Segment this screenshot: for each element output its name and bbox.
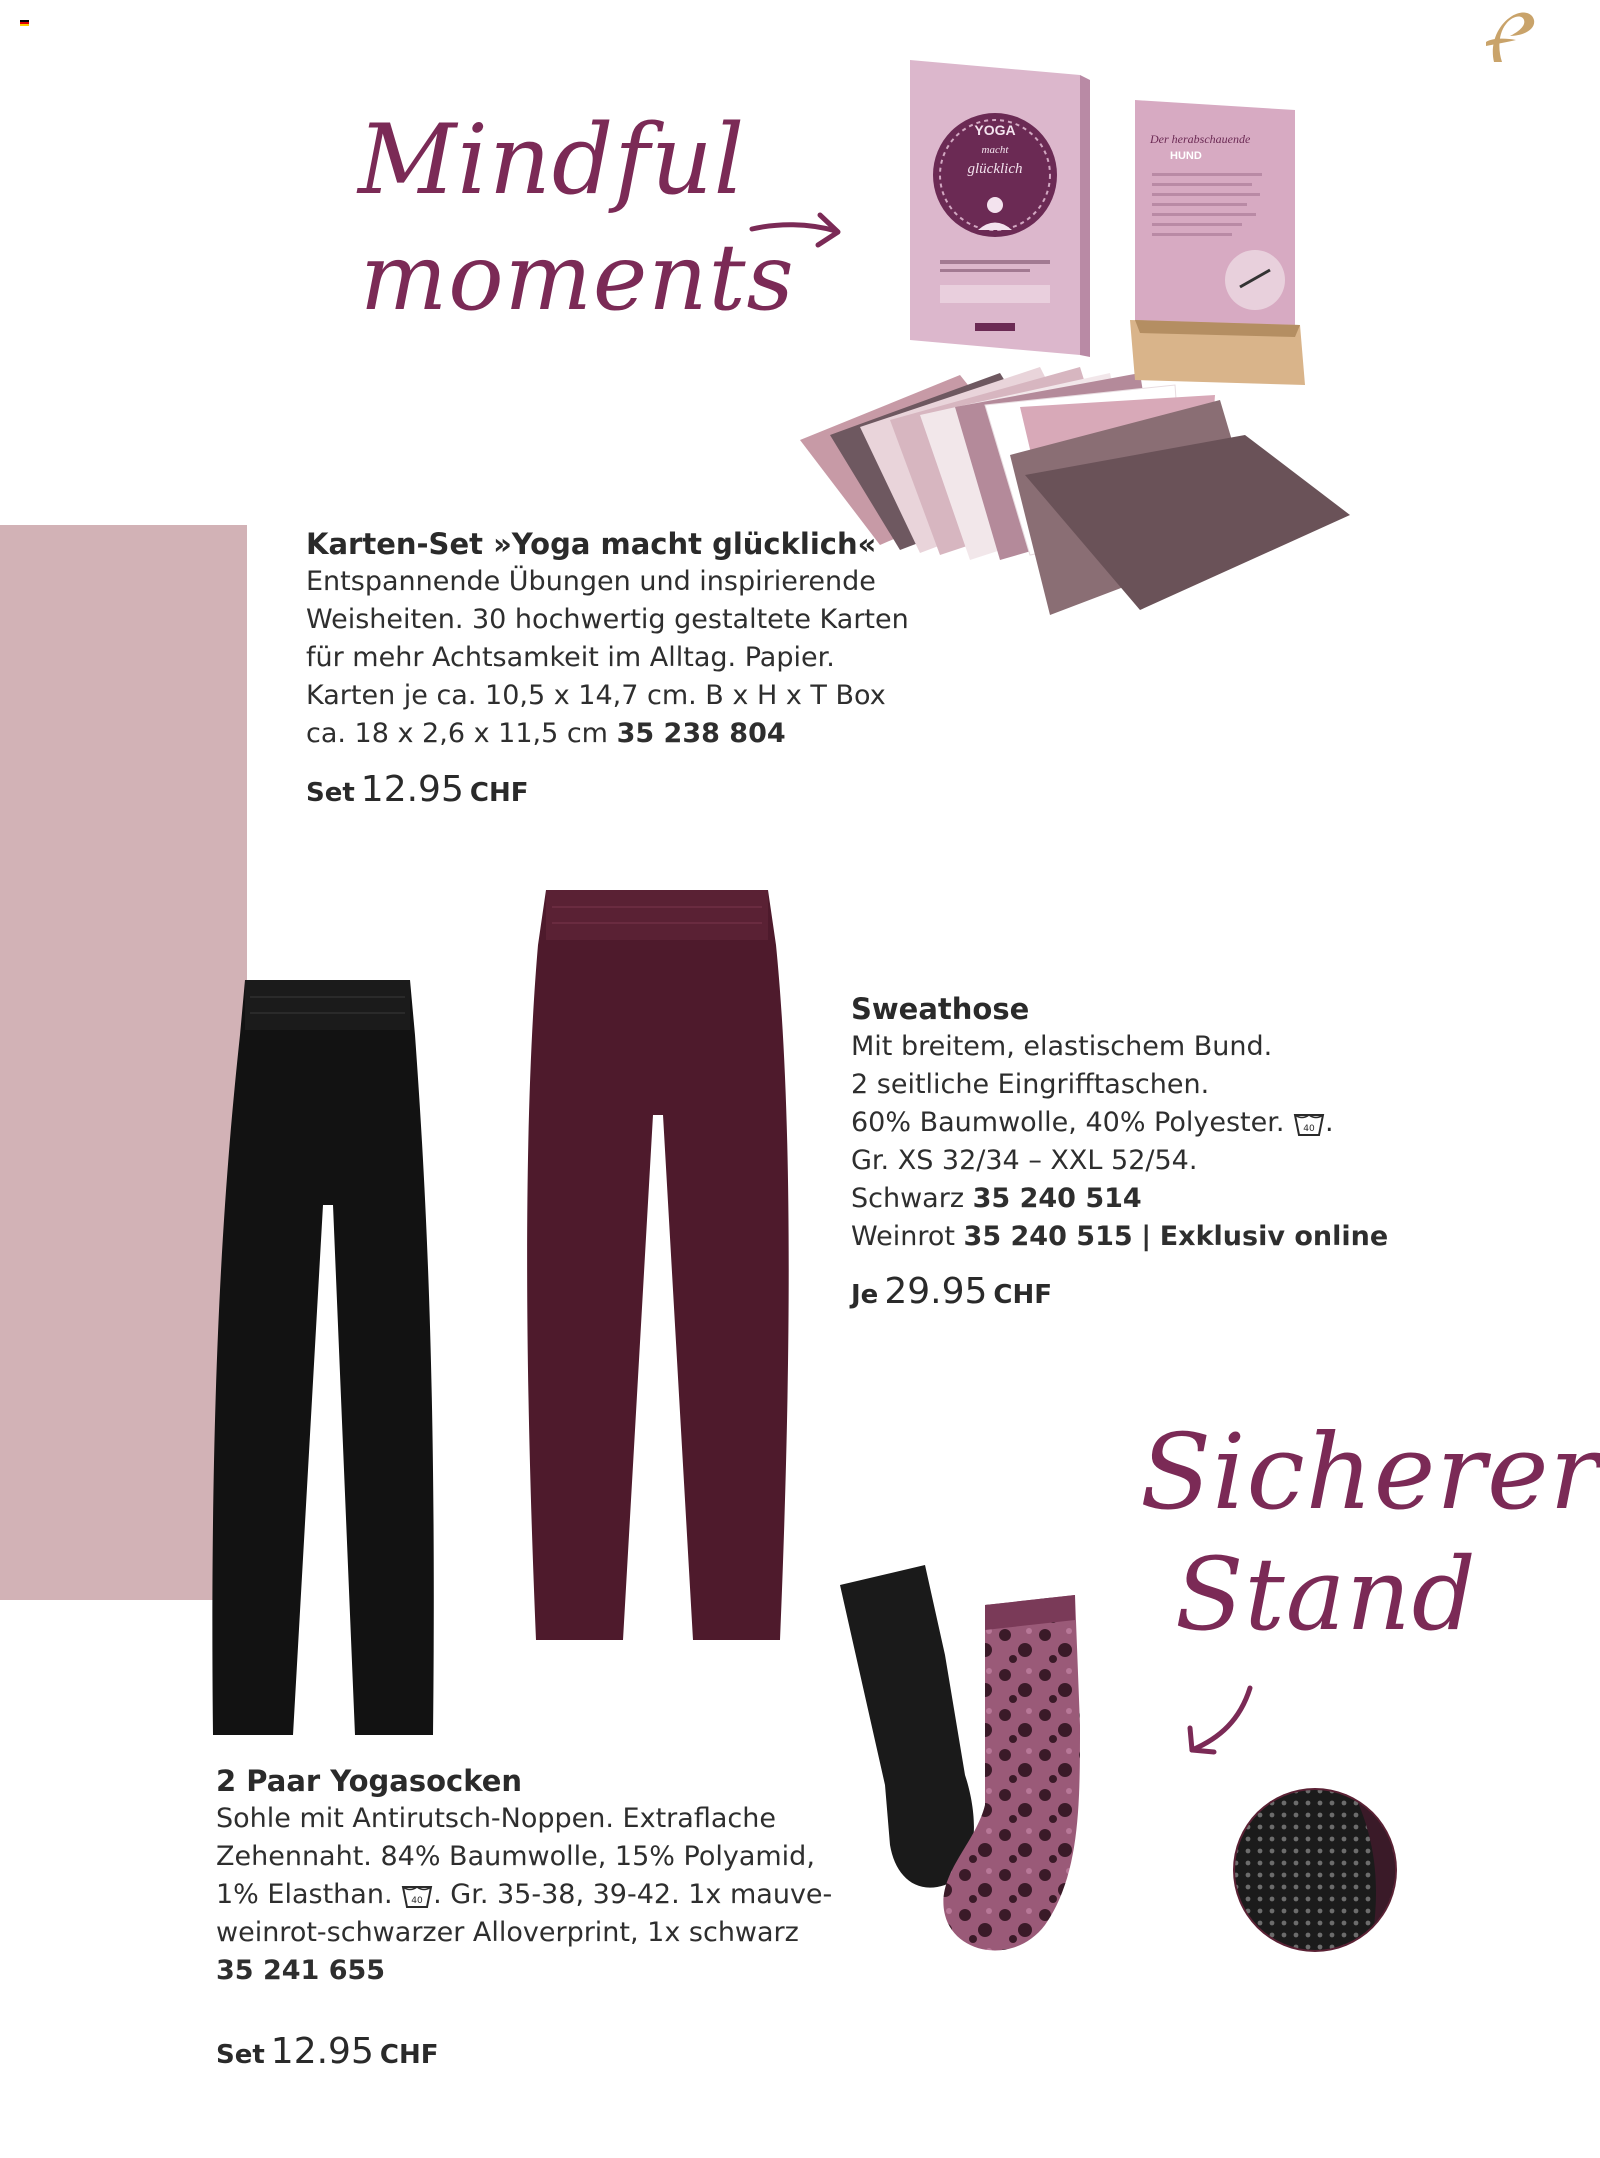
price-currency: CHF [469,778,529,808]
price-value: 12.95 [270,2031,374,2072]
sweathose-line: Gr. XS 32/34 – XXL 52/54. [851,1145,1198,1176]
yogasocken-line: Sohle mit Antirutsch-Noppen. Extraflache [216,1803,776,1834]
karten-set-line [306,715,909,753]
variant-number: 35 240 515 [963,1221,1133,1252]
yogasocken-line: Zehennaht. 84% Baumwolle, 15% Polyamid, [216,1841,815,1872]
sock-sole-closeup-image [1230,1785,1400,1955]
wash-40-icon [401,1883,433,1909]
sweathose-line: Mit breitem, elastischem Bund. [851,1031,1273,1062]
yoga-socks-image [835,1545,1155,1965]
yogasocken-line: weinrot-schwarzer Alloverprint, 1x schwarz [216,1917,799,1948]
karten-set-line: Entspannende Übungen und inspirierende [306,566,876,597]
price-prefix: Set [306,778,355,808]
wash-temp: 40 [411,1895,423,1906]
box-script: glücklich [967,161,1023,177]
karten-set-dimensions: ca. 18 x 2,6 x 11,5 cm [306,718,608,749]
sweathose-variant [851,1180,1388,1218]
sweathose-price [851,1272,1052,1318]
karten-set-title: Karten-Set »Yoga macht glücklich« [306,527,877,561]
black-sweatpants-image [205,975,445,1740]
yogasocken-article-number: 35 241 655 [216,1955,386,1986]
karten-set-article-number: 35 238 804 [616,718,786,749]
yogasocken-line3-post: . Gr. 35-38, 39-42. 1x mauve- [433,1879,833,1910]
sicherer-heading-line1: Sicherer [1140,1411,1600,1533]
box-subtitle: macht [981,144,1009,156]
brand-logo-icon [1472,2,1542,70]
variant-label: Weinrot [851,1221,955,1252]
karten-set-price [306,770,528,816]
sweathose-line [851,1104,1388,1142]
yogasocken-line3-pre: 1% Elasthan. [216,1879,393,1910]
sicherer-heading-line2: Stand [1175,1536,1477,1653]
wine-sweatpants-image [518,885,798,1645]
price-value: 29.95 [884,1271,988,1312]
exclusive-online-label: Exklusiv online [1159,1221,1389,1252]
karten-set-line: für mehr Achtsamkeit im Alltag. Papier. [306,642,835,673]
yogasocken-description [216,1800,832,1990]
variant-label: Schwarz [851,1183,964,1214]
separator: | [1141,1221,1152,1252]
flag-icon [20,20,29,27]
price-currency: CHF [379,2040,439,2070]
price-value: 12.95 [360,769,464,810]
yogasocken-article-row [216,1952,832,1990]
price-currency: CHF [993,1280,1052,1310]
sweathose-line: 2 seitliche Eingrifftaschen. [851,1069,1210,1100]
karten-set-line: Karten je ca. 10,5 x 14,7 cm. B x H x T Box [306,680,886,711]
card-title-caps: HUND [1170,150,1202,162]
yogasocken-title: 2 Paar Yogasocken [216,1764,523,1798]
mindful-heading-line1: Mindful [358,104,746,216]
box-title: YOGA [974,122,1016,138]
sweathose-line3-suffix: . [1325,1107,1334,1138]
yogasocken-price [216,2032,438,2078]
price-prefix: Set [216,2040,265,2070]
wash-temp: 40 [1303,1123,1315,1134]
variant-number: 35 240 514 [972,1183,1142,1214]
mindful-heading-line2: moments [360,224,795,331]
sweathose-variant [851,1218,1388,1256]
price-prefix: Je [851,1280,879,1310]
sweathose-material: 60% Baumwolle, 40% Polyester. [851,1107,1285,1138]
sweathose-title: Sweathose [851,992,1030,1026]
yogasocken-line [216,1876,832,1914]
card-title-script: Der herabschauende [1150,132,1251,146]
karten-set-line: Weisheiten. 30 hochwertig gestaltete Karten [306,604,909,635]
wash-40-icon [1293,1111,1325,1137]
sweathose-description [851,1028,1388,1256]
arrow-down-left-icon [1180,1680,1260,1760]
karten-set-description [306,563,909,753]
